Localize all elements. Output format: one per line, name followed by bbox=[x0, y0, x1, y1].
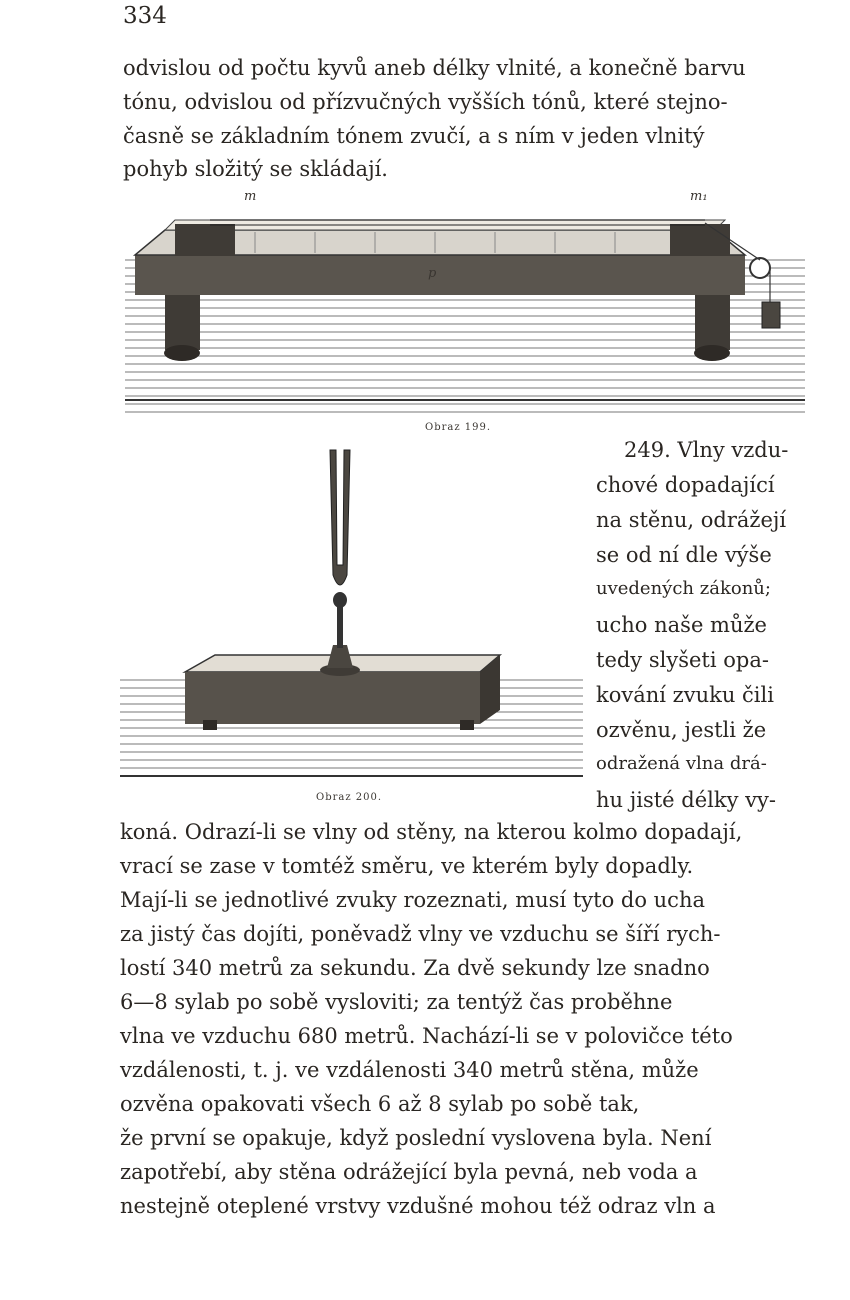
body-line: 6—8 sylab po sobě vysloviti; za tentýž čas proběhne bbox=[120, 990, 673, 1014]
intro-line: pohyb složitý se skládají. bbox=[123, 157, 388, 181]
figure-200-caption: Obraz 200. bbox=[316, 792, 383, 803]
page-number: 334 bbox=[123, 3, 167, 29]
side-line: se od ní dle výše bbox=[596, 543, 772, 567]
intro-line: odvislou od počtu kyvů aneb délky vlnité, a konečně barvu bbox=[123, 56, 746, 80]
body-line: vlna ve vzduchu 680 metrů. Nachází-li se v polovičce této bbox=[120, 1024, 733, 1048]
monochord-illustration bbox=[115, 190, 815, 420]
side-line: 249. Vlny vzdu- bbox=[624, 438, 789, 462]
intro-line: časně se základním tónem zvučí, a s ním v jeden vlnitý bbox=[123, 124, 705, 148]
side-line: na stěnu, odrážejí bbox=[596, 508, 787, 532]
side-line: odražená vlna drá- bbox=[596, 753, 767, 774]
figure-199-caption: Obraz 199. bbox=[425, 422, 492, 433]
figure-label-m: m bbox=[244, 189, 257, 204]
body-line: zapotřebí, aby stěna odrážející byla pevná, neb voda a bbox=[120, 1160, 698, 1184]
body-line: vzdálenosti, t. j. ve vzdálenosti 340 metrů stěna, může bbox=[120, 1058, 699, 1082]
body-line: koná. Odrazí-li se vlny od stěny, na kterou kolmo dopadají, bbox=[120, 820, 743, 844]
body-line: nestejně oteplené vrstvy vzdušné mohou též odraz vln a bbox=[120, 1194, 716, 1218]
body-line: ozvěna opakovati všech 6 až 8 sylab po sobě tak, bbox=[120, 1092, 640, 1116]
side-line: hu jisté délky vy- bbox=[596, 788, 776, 812]
side-line: ozvěnu, jestli že bbox=[596, 718, 767, 742]
tuning-fork-illustration bbox=[115, 440, 585, 790]
body-line: za jistý čas dojíti, poněvadž vlny ve vzduchu se šíří rych- bbox=[120, 922, 721, 946]
side-line: kování zvuku čili bbox=[596, 683, 774, 707]
body-line: lostí 340 metrů za sekundu. Za dvě sekundy lze snadno bbox=[120, 956, 710, 980]
side-line: uvedených zákonů; bbox=[596, 578, 771, 599]
side-line: chové dopadající bbox=[596, 473, 775, 497]
body-line: že první se opakuje, když poslední vyslovena byla. Není bbox=[120, 1126, 712, 1150]
side-line: tedy slyšeti opa- bbox=[596, 648, 769, 672]
body-line: vrací se zase v tomtéž směru, ve kterém byly dopadly. bbox=[120, 854, 694, 878]
figure-label-m1: m₁ bbox=[690, 189, 708, 204]
figure-label-p: p bbox=[428, 266, 437, 281]
body-line: Mají-li se jednotlivé zvuky rozeznati, musí tyto do ucha bbox=[120, 888, 705, 912]
intro-line: tónu, odvislou od přízvučných vyšších tónů, které stejno- bbox=[123, 90, 728, 114]
side-line: ucho naše může bbox=[596, 613, 767, 637]
